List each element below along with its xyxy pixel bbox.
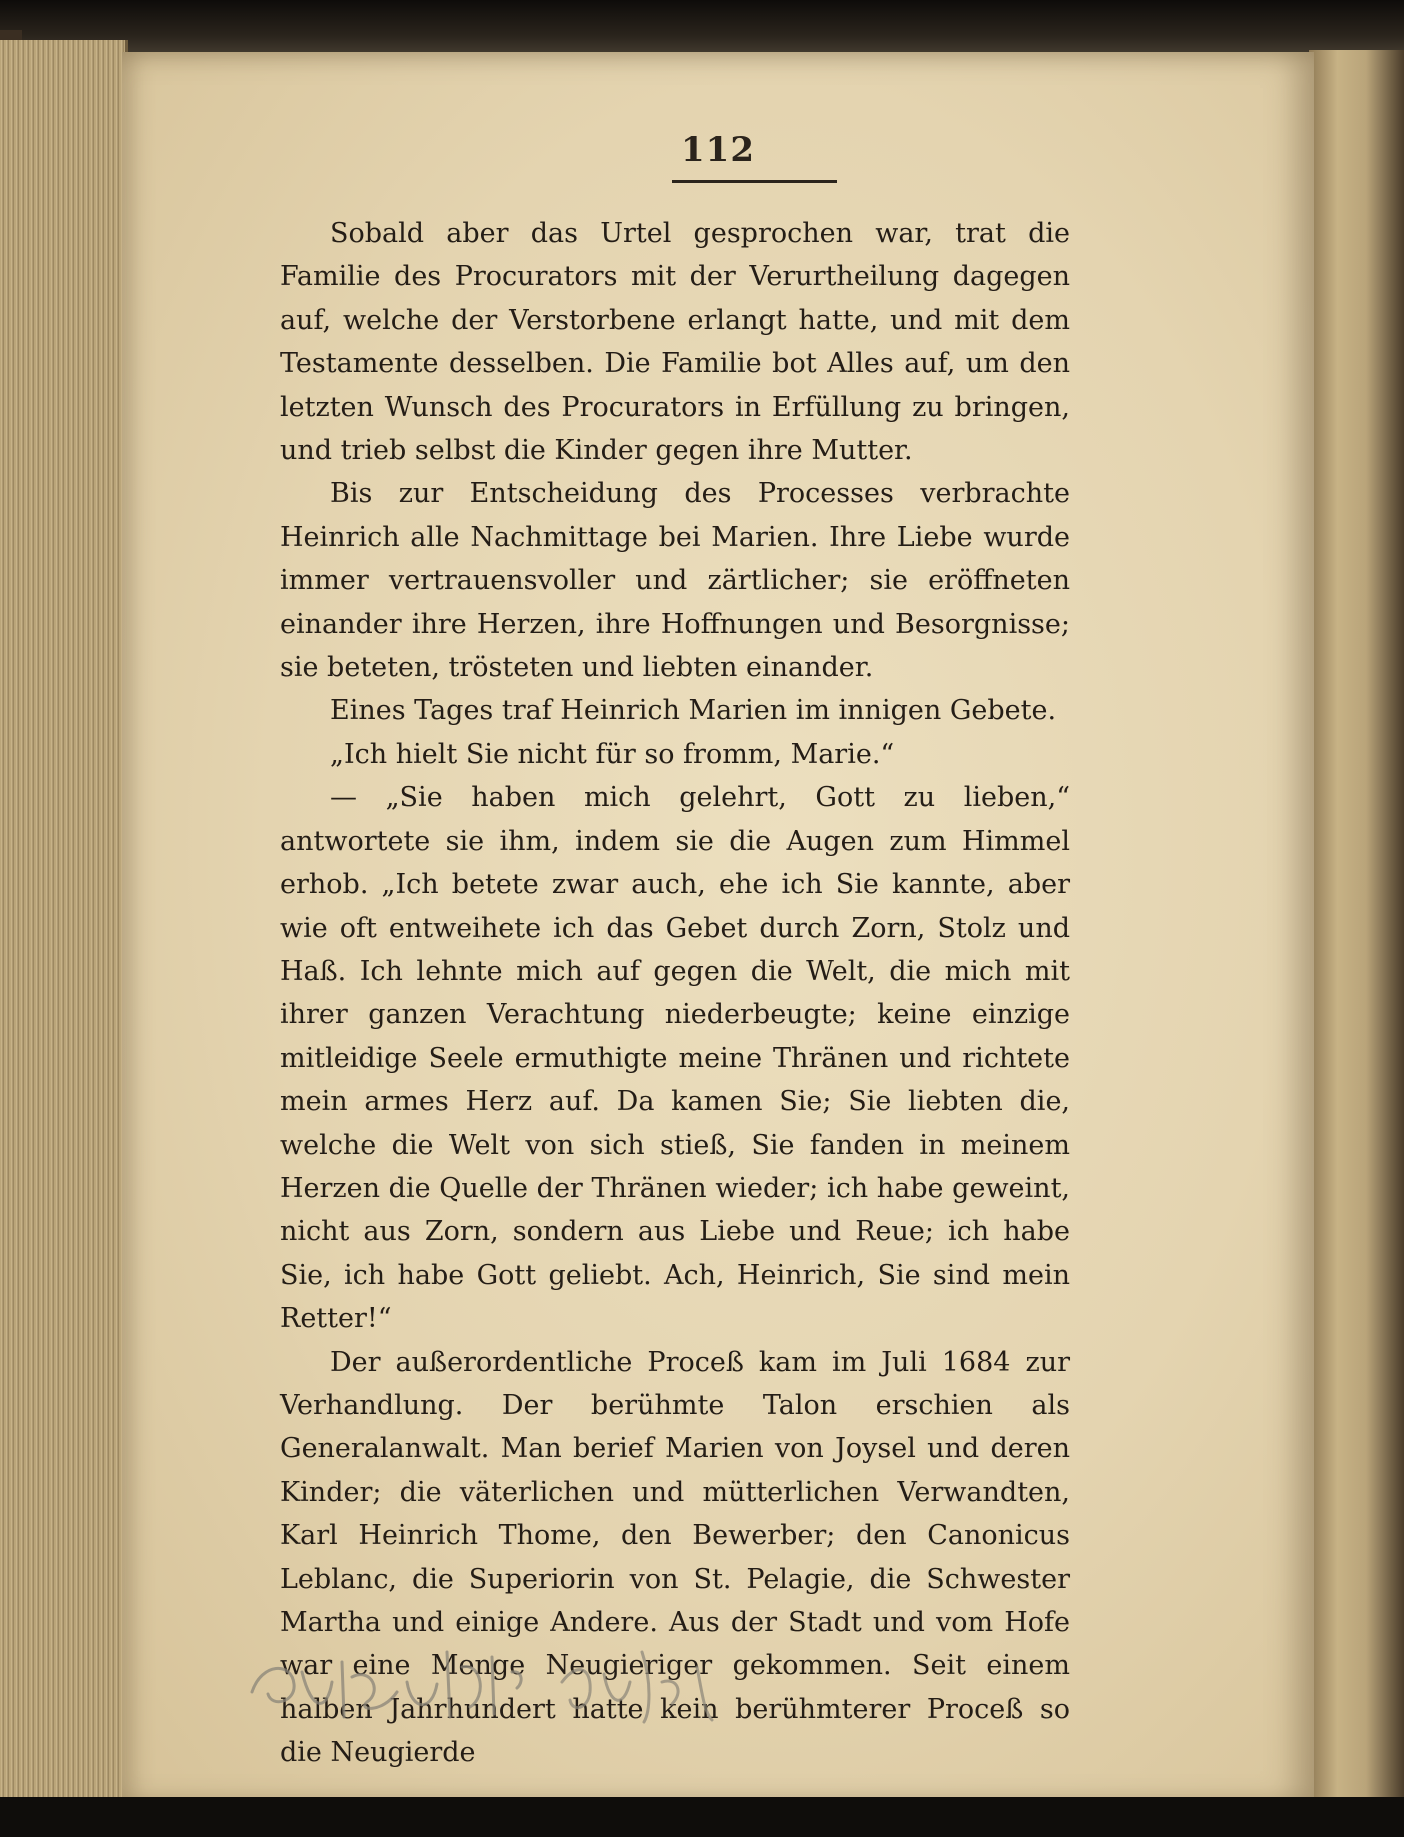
- page-number-rule: [672, 180, 837, 183]
- body-text: [280, 212, 1070, 1775]
- paragraph-2: Bis zur Entscheidung des Processes verbrachte Heinrich alle Nachmittage bei Marien. Ihre Liebe wurde immer vertrauensvoller und zärtlicher; sie eröffneten einander ihre Herzen, ihre Hoffnungen und Besorgnisse; sie beteten, trösteten und liebten einander.: [280, 478, 1070, 684]
- book-page-stack-left: [0, 40, 128, 1800]
- paragraph-6: Der außerordentliche Proceß kam im Juli 1684 zur Verhandlung. Der berühmte Talon erschien als Generalanwalt. Man berief Marien von Joysel und deren Kinder; die väterlichen und mütterlichen Verwandten, Karl Heinrich Thome, den Bewerber; den Canonicus Leblanc, die Superiorin von St. Pelagie, die Schwester Martha und einige Andere. Aus der Stadt und vom Hofe war eine Menge Neugieriger gekommen. Seit einem halben Jahrhundert hatte kein berühmterer Proceß so die Neugierde: [280, 1346, 1070, 1769]
- paragraph-1: Sobald aber das Urtel gesprochen war, trat die Familie des Procurators mit der Verurtheilung dagegen auf, welche der Verstorbene erlangt hatte, und mit dem Testamente desselben. Die Familie bot Alles auf, um den letzten Wunsch des Procurators in Erfüllung zu bringen, und trieb selbst die Kinder gegen ihre Mutter.: [280, 218, 1070, 467]
- book-page: [122, 52, 1314, 1807]
- paragraph-3: Eines Tages traf Heinrich Marien im innigen Gebete.: [330, 695, 1057, 727]
- paragraph-5: — „Sie haben mich gelehrt, Gott zu lieben,“ antwortete sie ihm, indem sie die Augen zum Himmel erhob. „Ich betete zwar auch, ehe ich Sie kannte, aber wie oft entweihete ich das Gebet durch Zorn, Stolz und Haß. Ich lehnte mich auf gegen die Welt, die mich mit ihrer ganzen Verachtung niederbeugte; keine einzige mitleidige Seele ermuthigte meine Thränen und richtete mein armes Herz auf. Da kamen Sie; Sie liebten die, welche die Welt von sich stieß, Sie fanden in meinem Herzen die Quelle der Thränen wieder; ich habe geweint, nicht aus Zorn, sondern aus Liebe und Reue; ich habe Sie, ich habe Gott geliebt. Ach, Heinrich, Sie sind mein Retter!“: [280, 782, 1070, 1335]
- pencil-signature-icon: [232, 1622, 792, 1742]
- page-number: 112: [681, 130, 755, 170]
- book-bottom-edge: [0, 1797, 1404, 1837]
- book-top-edge: [0, 0, 1404, 60]
- book-page-stack-right: [1309, 50, 1404, 1800]
- paragraph-4: „Ich hielt Sie nicht für so fromm, Marie.“: [330, 738, 895, 770]
